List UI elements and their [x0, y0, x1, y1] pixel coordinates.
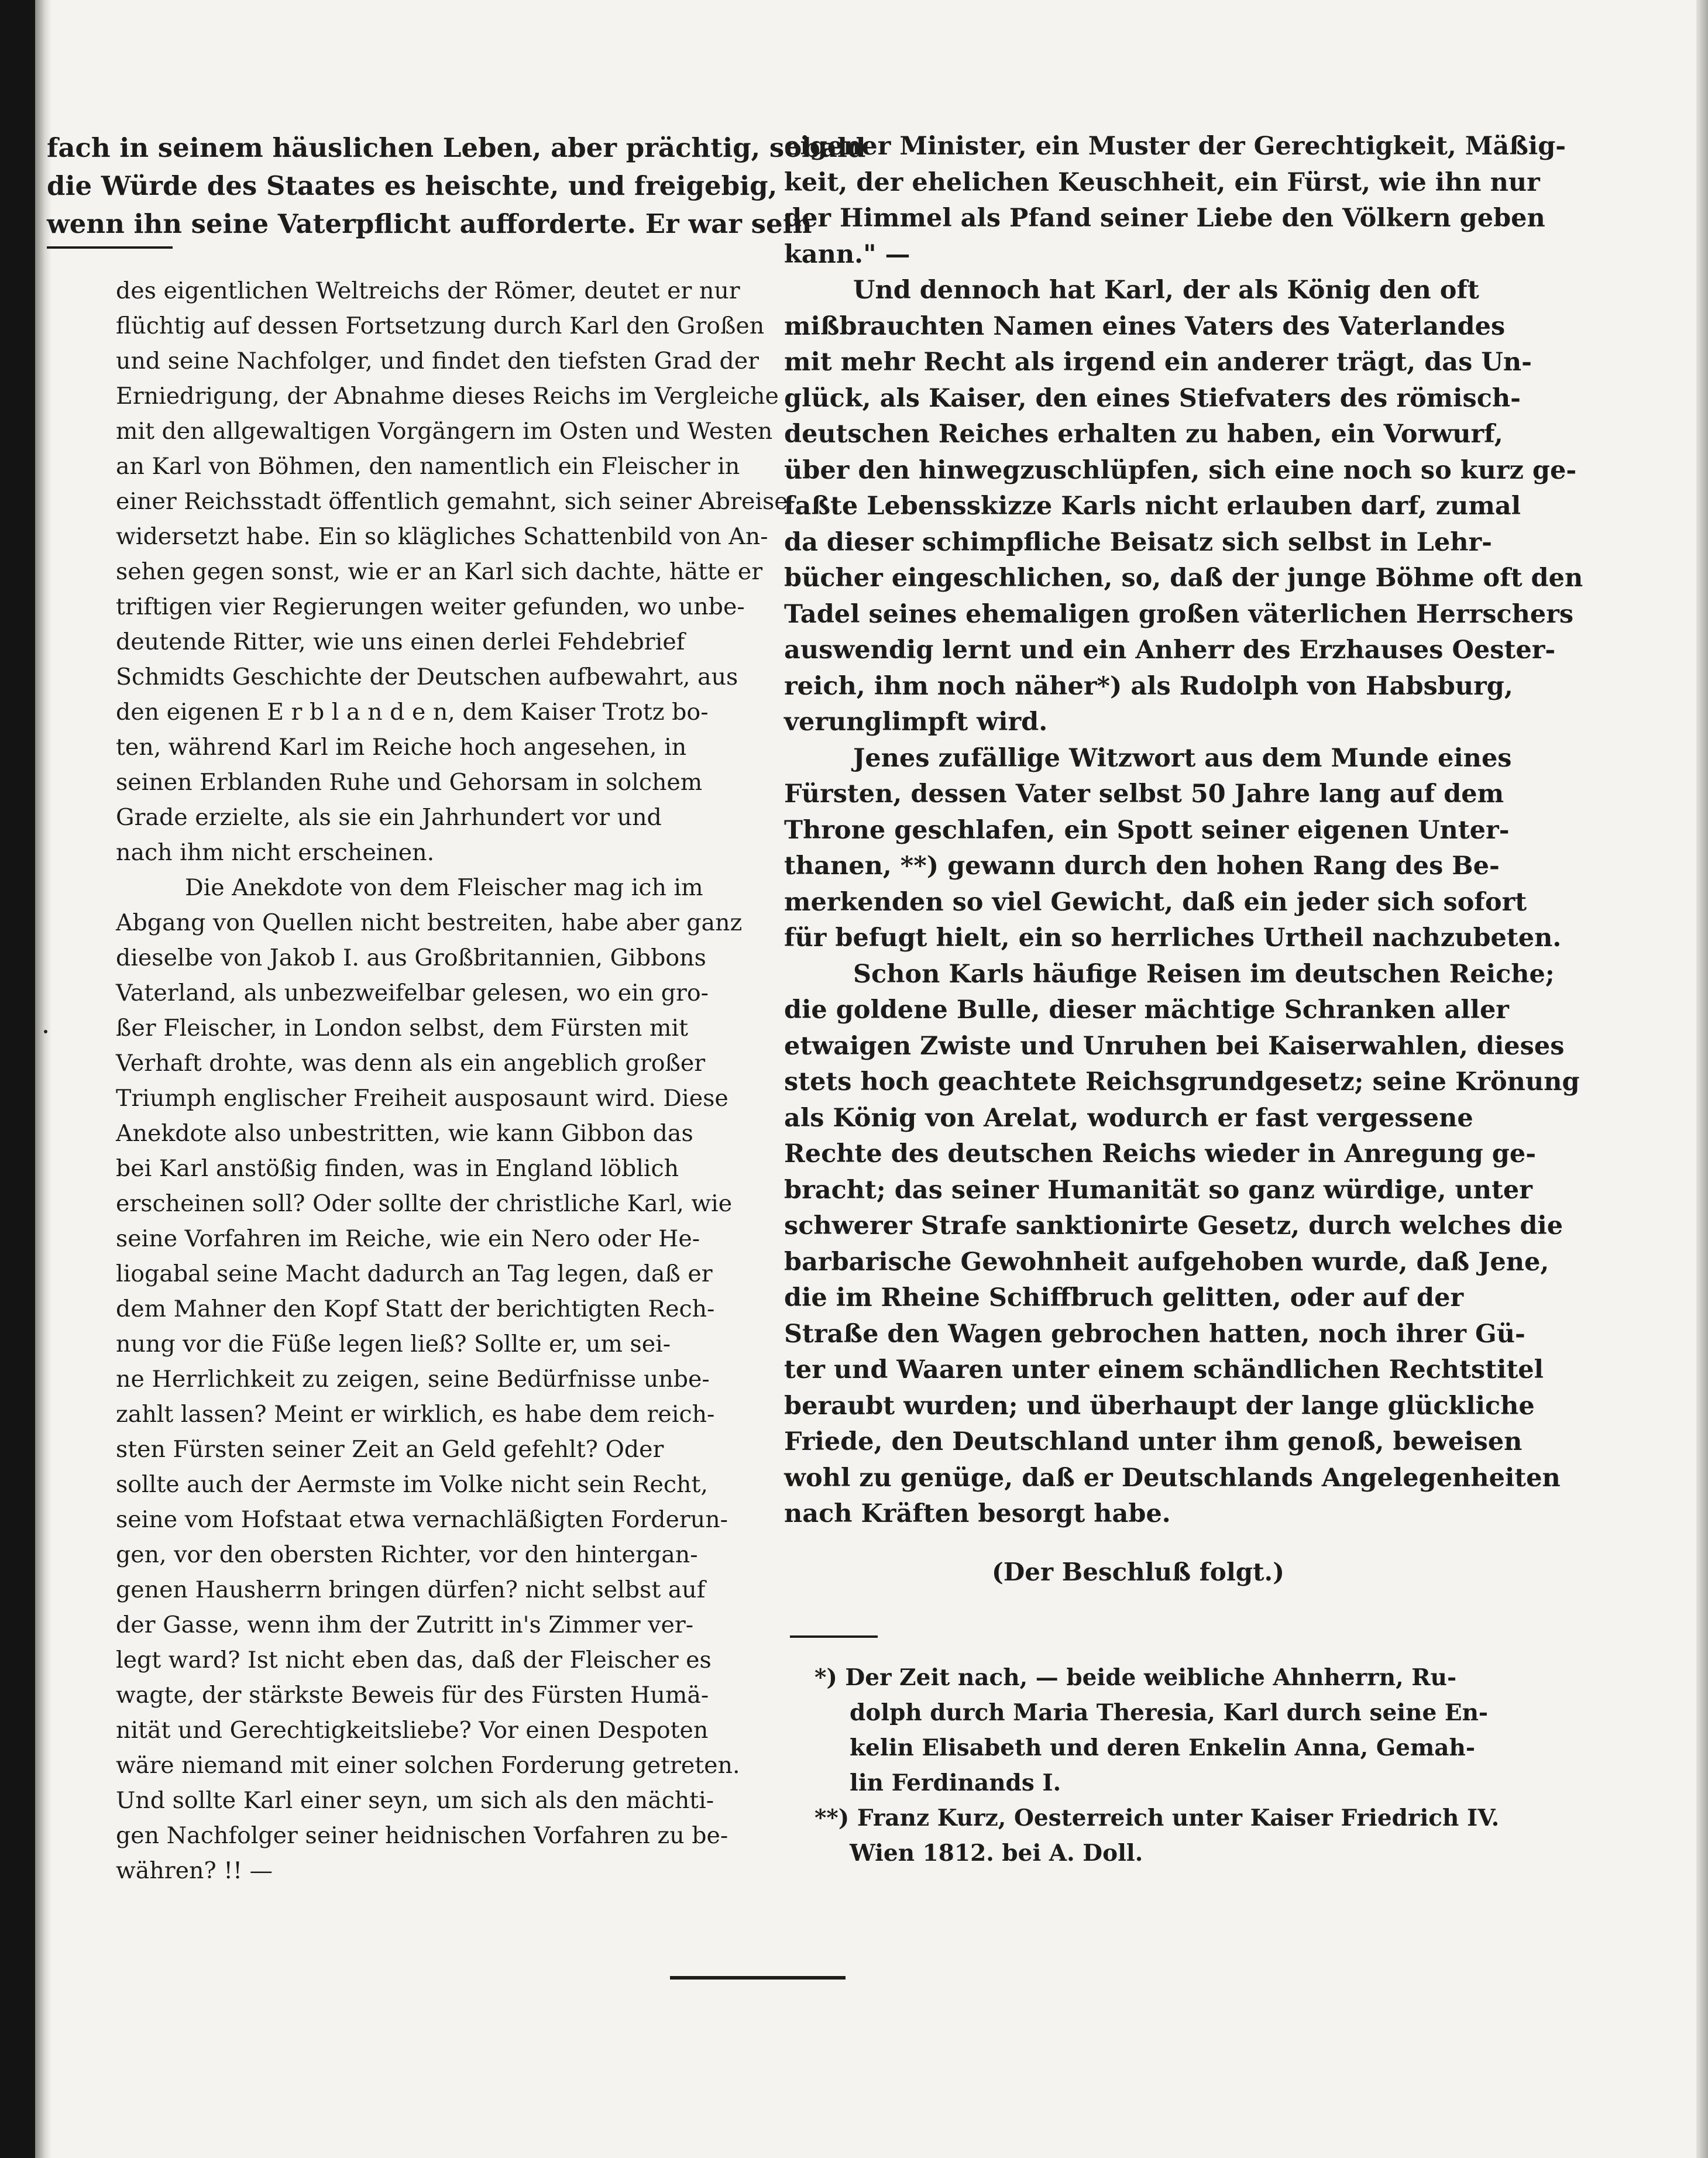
text-line: nach ihm nicht erscheinen. — [116, 839, 435, 866]
text-line: erscheinen soll? Oder sollte der christliche Karl, wie — [116, 1190, 733, 1217]
left-column — [47, 129, 866, 1888]
text-line: seine Vorfahren im Reiche, wie ein Nero oder He- — [116, 1225, 700, 1252]
text-line: bracht; das seiner Humanität so ganz würdige, unter — [784, 1175, 1532, 1205]
text-line: an Karl von Böhmen, den namentlich ein Fleischer in — [116, 453, 740, 480]
text-line: merkenden so viel Gewicht, daß ein jeder sich sofort — [784, 887, 1527, 917]
text-line: flüchtig auf dessen Fortsetzung durch Karl den Großen — [116, 312, 765, 339]
text-line: Friede, den Deutschland unter ihm genoß, beweisen — [784, 1427, 1523, 1456]
text-line: Und dennoch hat Karl, der als König den oft — [853, 276, 1479, 305]
text-line: glück, als Kaiser, den eines Stiefvaters des römisch- — [784, 383, 1521, 413]
text-line: liogabal seine Macht dadurch an Tag legen, daß er — [116, 1260, 713, 1287]
end-rule — [670, 1976, 846, 1980]
text-line: keit, der ehelichen Keuschheit, ein Fürst, wie ihn nur — [784, 167, 1540, 197]
text-line: Tadel seines ehemaligen großen väterlichen Herrschers — [784, 599, 1574, 629]
text-line: und seine Nachfolger, und findet den tiefsten Grad der — [116, 348, 760, 374]
text-line: deutende Ritter, wie uns einen derlei Fehdebrief — [116, 628, 685, 655]
right-column — [784, 129, 1583, 1871]
text-line: verunglimpft wird. — [784, 707, 1048, 737]
text-line: ßer Fleischer, in London selbst, dem Fürsten mit — [116, 1015, 688, 1042]
text-line: dolph durch Maria Theresia, Karl durch seine En- — [850, 1699, 1489, 1726]
footnote-rule — [790, 1635, 878, 1638]
text-line: beraubt wurden; und überhaupt der lange glückliche — [784, 1391, 1535, 1421]
text-line: ne Herrlichkeit zu zeigen, seine Bedürfnisse unbe- — [116, 1366, 710, 1393]
text-line: kann." — — [784, 239, 910, 269]
text-line: für befugt hielt, ein so herrliches Urtheil nachzubeten. — [784, 923, 1562, 953]
text-line: thanen, **) gewann durch den hohen Rang des Be- — [784, 851, 1500, 881]
text-line: des eigentlichen Weltreichs der Römer, deutet er nur — [116, 277, 740, 304]
text-line: Anekdote also unbestritten, wie kann Gibbon das — [116, 1120, 693, 1147]
text-line: Rechte des deutschen Reichs wieder in Anregung ge- — [784, 1139, 1537, 1169]
text-line: kelin Elisabeth und deren Enkelin Anna, Gemah- — [850, 1734, 1476, 1761]
text-line: Die Anekdote von dem Fleischer mag ich im — [185, 874, 703, 901]
text-line: **) Franz Kurz, Oesterreich unter Kaiser Friedrich IV. — [815, 1804, 1500, 1831]
footnote — [815, 1800, 1500, 1871]
text-line: Abgang von Quellen nicht bestreiten, habe aber ganz — [116, 909, 743, 936]
text-line: schwerer Strafe sanktionirte Gesetz, durch welches die — [784, 1211, 1563, 1240]
text-line: die goldene Bulle, dieser mächtige Schranken aller — [784, 995, 1509, 1025]
text-line: wäre niemand mit einer solchen Forderung getreten. — [116, 1752, 740, 1779]
text-line: bücher eingeschlichen, so, daß der junge Böhme oft den — [784, 563, 1583, 593]
text-line: Wien 1812. bei A. Doll. — [850, 1839, 1143, 1867]
text-line: Jenes zufällige Witzwort aus dem Munde eines — [853, 743, 1512, 773]
page-edge — [1696, 0, 1708, 2158]
text-line: über den hinwegzuschlüpfen, sich eine noch so kurz ge- — [784, 455, 1577, 485]
text-line: dem Mahner den Kopf Statt der berichtigten Rech- — [116, 1296, 715, 1322]
text-line: mit mehr Recht als irgend ein anderer trägt, das Un- — [784, 348, 1532, 377]
text-line: gen Nachfolger seiner heidnischen Vorfahren zu be- — [116, 1822, 728, 1849]
text-line: mißbrauchten Namen eines Vaters des Vaterlandes — [784, 311, 1506, 341]
text-line: gen, vor den obersten Richter, vor den hintergan- — [116, 1541, 698, 1568]
text-line: Straße den Wagen gebrochen hatten, noch ihrer Gü- — [784, 1319, 1525, 1349]
text-line: deutschen Reiches erhalten zu haben, ein Vorwurf, — [784, 420, 1503, 449]
left-lead-text — [47, 129, 866, 243]
text-line: Throne geschlafen, ein Spott seiner eigenen Unter- — [784, 815, 1510, 845]
text-line: triftigen vier Regierungen weiter gefunden, wo unbe- — [116, 593, 745, 620]
text-line: der Gasse, wenn ihm der Zutritt in's Zimmer ver- — [116, 1611, 694, 1638]
text-line: *) Der Zeit nach, — beide weibliche Ahnherrn, Ru- — [815, 1664, 1457, 1691]
text-line: Vaterland, als unbezweifelbar gelesen, wo ein gro- — [116, 980, 709, 1006]
text-line: ten, während Karl im Reiche hoch angesehen, in — [116, 734, 687, 761]
text-line: seinen Erblanden Ruhe und Gehorsam in solchem — [116, 769, 703, 796]
text-line: da dieser schimpfliche Beisatz sich selbst in Lehr- — [784, 527, 1493, 557]
text-line: Erniedrigung, der Abnahme dieses Reichs im Vergleiche — [116, 383, 779, 410]
text-line: barbarische Gewohnheit aufgehoben wurde, daß Jene, — [784, 1247, 1549, 1277]
text-line: einer Reichsstadt öffentlich gemahnt, sich seiner Abreise — [116, 488, 788, 515]
text-line: bei Karl anstößig finden, was in England löblich — [116, 1155, 679, 1182]
text-line: nität und Gerechtigkeitsliebe? Vor einen Despoten — [116, 1717, 709, 1744]
text-line: widersetzt habe. Ein so klägliches Schattenbild von An- — [116, 523, 768, 550]
text-line: lin Ferdinands I. — [850, 1769, 1061, 1796]
footnote — [815, 1660, 1489, 1800]
text-line: Verhaft drohte, was denn als ein angeblich großer — [116, 1050, 706, 1077]
text-line: Schon Karls häufige Reisen im deutschen Reiche; — [853, 959, 1555, 989]
binding-shadow — [0, 0, 35, 2158]
text-line: Fürsten, dessen Vater selbst 50 Jahre lang auf dem — [784, 779, 1504, 809]
text-line: wohl zu genüge, daß er Deutschlands Angelegenheiten — [784, 1463, 1561, 1493]
text-line: als König von Arelat, wodurch er fast vergessene — [784, 1103, 1473, 1133]
text-line: Triumph englischer Freiheit ausposaunt wird. Diese — [116, 1085, 728, 1112]
text-line: zahlt lassen? Meint er wirklich, es habe dem reich- — [116, 1401, 715, 1428]
text-line: sten Fürsten seiner Zeit an Geld gefehlt? Oder — [116, 1436, 664, 1463]
footnote-rule — [47, 246, 173, 249]
text-line: faßte Lebensskizze Karls nicht erlauben darf, zumal — [784, 492, 1521, 521]
text-line: ter und Waaren unter einem schändlichen Rechtstitel — [784, 1355, 1544, 1384]
text-line: nung vor die Füße legen ließ? Sollte er, um sei- — [116, 1331, 671, 1358]
footnote-continuation — [116, 273, 788, 1888]
text-line: Grade erzielte, als sie ein Jahrhundert vor und — [116, 804, 662, 831]
continuation-notice: (Der Beschluß folgt.) — [991, 1557, 1285, 1586]
text-line: Und sollte Karl einer seyn, um sich als den mächti- — [116, 1787, 714, 1814]
text-line: den eigenen E r b l a n d e n, dem Kaiser Trotz bo- — [116, 699, 709, 726]
text-line: etwaigen Zwiste und Unruhen bei Kaiserwahlen, dieses — [784, 1031, 1565, 1061]
text-line: eigener Minister, ein Muster der Gerechtigkeit, Mäßig- — [784, 132, 1566, 161]
right-body-text — [784, 129, 1583, 1532]
text-line: nach Kräften besorgt habe. — [784, 1499, 1171, 1528]
text-line: wenn ihn seine Vaterpflicht aufforderte. Er war sein — [47, 208, 812, 239]
text-line: Schmidts Geschichte der Deutschen aufbewahrt, aus — [116, 664, 738, 690]
text-line: genen Hausherrn bringen dürfen? nicht selbst auf — [116, 1576, 706, 1603]
text-line: seine vom Hofstaat etwa vernachläßigten Forderun- — [116, 1506, 728, 1533]
text-line: wagte, der stärkste Beweis für des Fürsten Humä- — [116, 1682, 709, 1709]
text-line: dieselbe von Jakob I. aus Großbritannien, Gibbons — [116, 944, 706, 971]
text-line: sollte auch der Aermste im Volke nicht sein Recht, — [116, 1471, 708, 1498]
text-line: stets hoch geachtete Reichsgrundgesetz; seine Krönung — [784, 1067, 1580, 1097]
text-line: legt ward? Ist nicht eben das, daß der Fleischer es — [116, 1647, 712, 1674]
text-line: sehen gegen sonst, wie er an Karl sich dachte, hätte er — [116, 558, 763, 585]
text-line: die im Rheine Schiffbruch gelitten, oder auf der — [784, 1283, 1464, 1312]
text-line: der Himmel als Pfand seiner Liebe den Völkern geben — [784, 204, 1545, 233]
text-line: auswendig lernt und ein Anherr des Erzhauses Oester- — [784, 635, 1556, 665]
text-line: reich, ihm noch näher*) als Rudolph von Habsburg, — [784, 671, 1513, 701]
text-line: fach in seinem häuslichen Leben, aber prächtig, sobald — [47, 132, 866, 163]
footnotes — [815, 1660, 1500, 1871]
text-line: die Würde des Staates es heischte, und freigebig, — [47, 170, 778, 201]
text-line: währen? !! — — [116, 1857, 273, 1884]
text-line: mit den allgewaltigen Vorgängern im Osten und Westen — [116, 418, 773, 445]
